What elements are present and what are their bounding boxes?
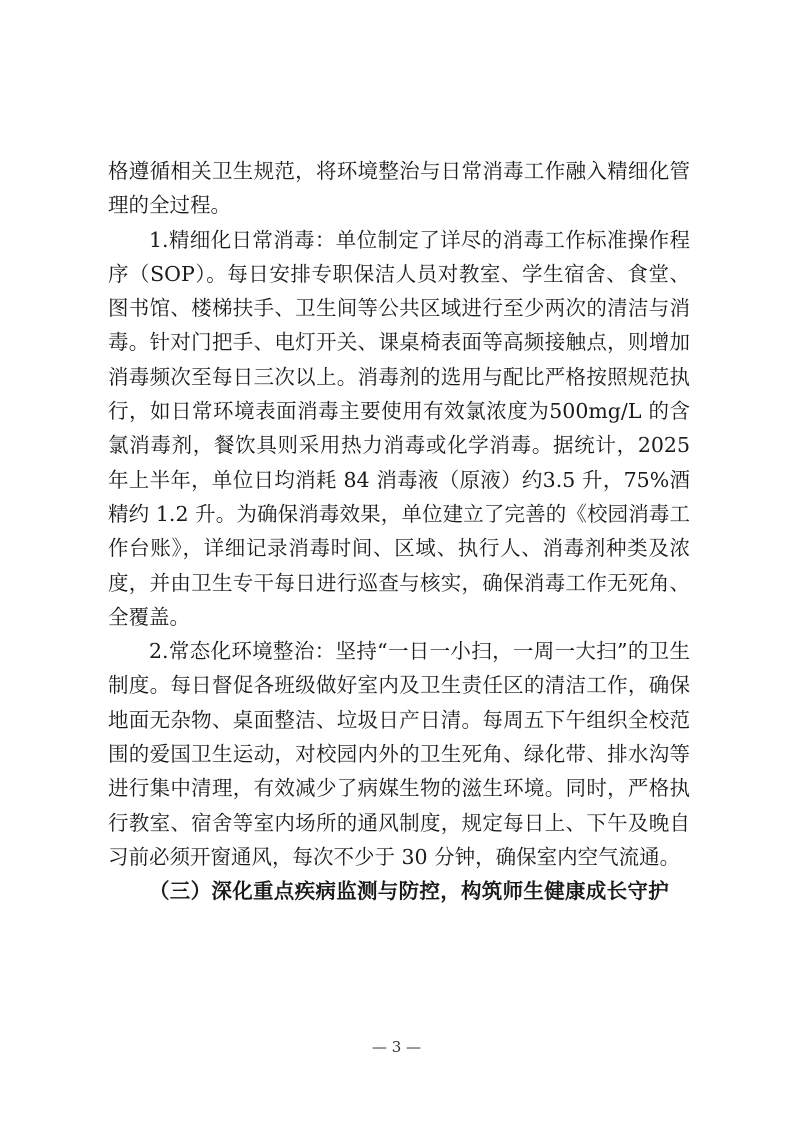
paragraph-environment-rectification: 2.常态化环境整治：坚持“一日一小扫，一周一大扫”的卫生制度。每日督促各班级做好室内及卫生责任区的清洁工作，确保地面无杂物、桌面整洁、垃圾日产日清。每周五下午组织全校范围的爱国卫生运动，对校园内外的卫生死角、绿化带、排水沟等进行集中清理，有效减少了病媒生物的滋生环境。同时，严格执行教室、宿舍等室内场所的通风制度，规定每日上、下午及晚自习前必须开窗通风，每次不少于 30 分钟，确保室内空气流通。 [108, 639, 690, 869]
page-number: — 3 — [371, 1038, 422, 1056]
paragraph-daily-disinfection: 1.精细化日常消毒：单位制定了详尽的消毒工作标准操作程序（SOP）。每日安排专职保洁人员对教室、学生宿舍、食堂、图书馆、楼梯扶手、卫生间等公共区域进行至少两次的清洁与消毒。针对门把手、电灯开关、课桌椅表面等高频接触点，则增加消毒频次至每日三次以上。消毒剂的选用与配比严格按照规范执行，如日常环境表面消毒主要使用有效氯浓度为500mg/L 的含氯消毒剂，餐饮具则采用热力消毒或化学消毒。据统计，2025 年上半年，单位日均消耗 84 消毒液（原液）约3.5 升，75%酒精约 1.2 升。为确保消毒效果，单位建立了完善的《校园消毒工作台账》，详细记录消毒时间、区域、执行人、消毒剂种类及浓度，并由卫生专干每日进行巡查与核实，确保消毒工作无死角、全覆盖。 [108, 227, 690, 629]
paragraph-continuation: 格遵循相关卫生规范，将环境整治与日常消毒工作融入精细化管理的全过程。 [108, 159, 690, 218]
body-text [108, 154, 690, 909]
section-heading: （三）深化重点疾病监测与防控，构筑师生健康成长守护 [149, 879, 669, 904]
